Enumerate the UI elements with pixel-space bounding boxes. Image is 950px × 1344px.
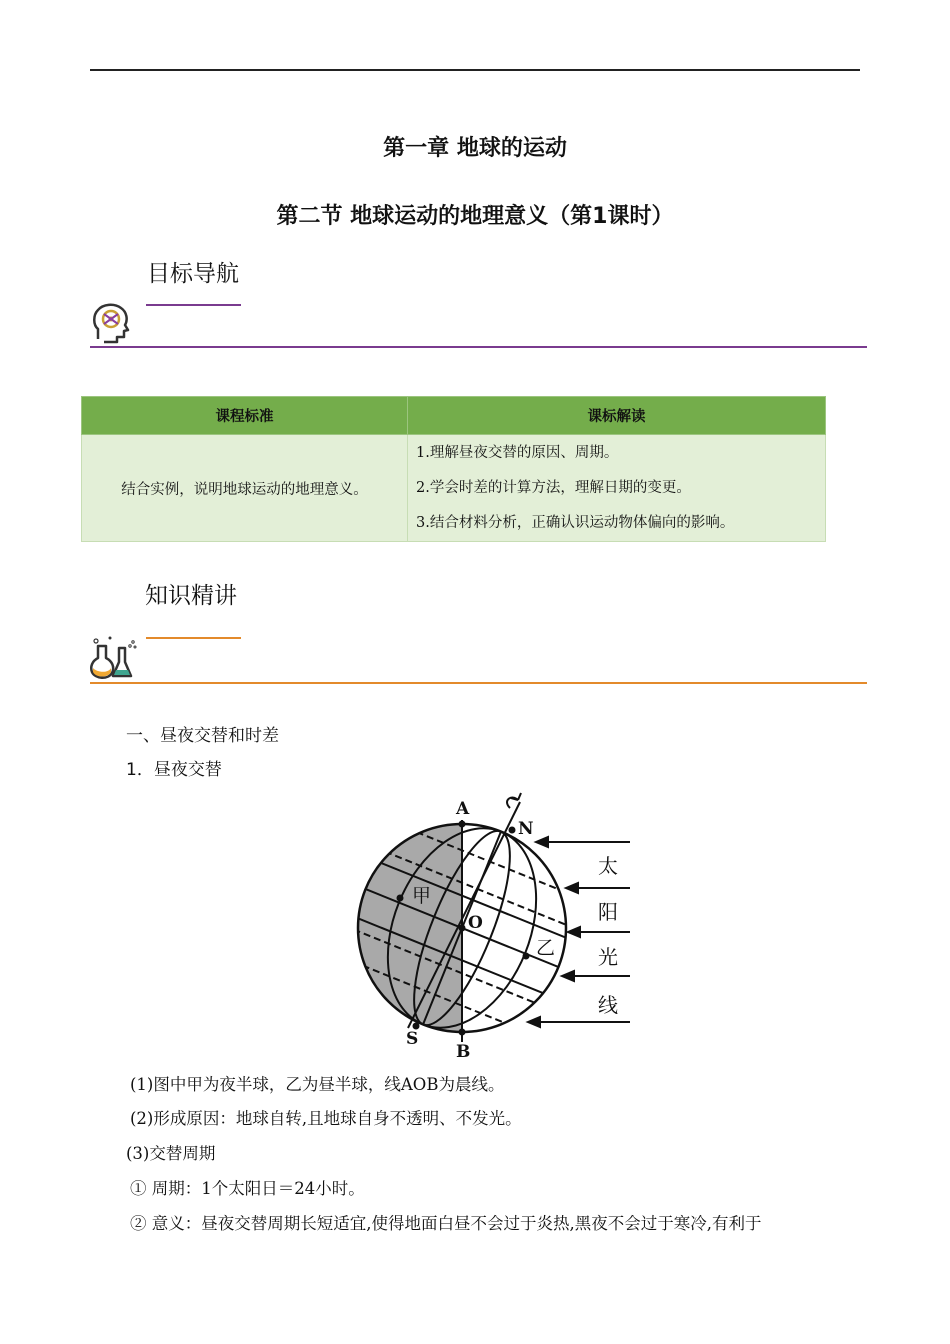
standard-cell: 结合实例，说明地球运动的地理意义。 xyxy=(82,435,408,542)
knowledge-section-rule xyxy=(90,682,867,684)
header-rule xyxy=(90,69,860,71)
paragraph: ① 周期：1个太阳日＝24小时。 xyxy=(130,1179,365,1198)
goal-title-underline xyxy=(146,304,241,306)
paragraph: (3)交替周期 xyxy=(126,1144,216,1163)
knowledge-title-underline xyxy=(146,637,241,639)
interpretation-item: 3.结合材料分析，正确认识运动物体偏向的影响。 xyxy=(416,514,735,531)
paragraph: (1)图中甲为夜半球，乙为昼半球，线AOB为晨线。 xyxy=(130,1075,505,1094)
chapter-title: 第一章 地球的运动 xyxy=(383,136,567,161)
sunlight-char: 线 xyxy=(598,993,618,1017)
table-header-interpretation: 课标解读 xyxy=(408,397,826,435)
sunlight-char: 光 xyxy=(598,945,618,969)
interpretation-item: 1.理解昼夜交替的原因、周期。 xyxy=(416,444,619,461)
label-a: A xyxy=(456,799,470,819)
day-night-globe-figure xyxy=(340,790,650,1065)
brain-head-icon xyxy=(90,299,136,345)
goal-section-title: 目标导航 xyxy=(147,261,239,287)
sunlight-char: 阳 xyxy=(598,900,618,924)
label-o: O xyxy=(468,913,483,933)
label-n: N xyxy=(518,819,534,839)
interpretation-item: 2.学会时差的计算方法，理解日期的变更。 xyxy=(416,479,691,496)
heading-day-night-timezone: 一、昼夜交替和时差 xyxy=(126,726,279,746)
heading-day-night-alternation: 1．昼夜交替 xyxy=(126,760,222,780)
table-header-standard: 课程标准 xyxy=(82,397,408,435)
sunlight-char: 太 xyxy=(598,854,618,878)
label-s: S xyxy=(406,1029,419,1049)
paragraph: (2)形成原因：地球自转,且地球自身不透明、不发光。 xyxy=(130,1109,522,1128)
interpretation-cell xyxy=(408,435,826,542)
label-jia: 甲 xyxy=(412,885,432,907)
section-title: 第二节 地球运动的地理意义（第1课时） xyxy=(276,204,674,229)
label-b: B xyxy=(456,1042,471,1062)
paragraph: ② 意义：昼夜交替周期长短适宜,使得地面白昼不会过于炎热,黑夜不会过于寒冷,有利于 xyxy=(130,1214,762,1233)
knowledge-section-title: 知识精讲 xyxy=(145,583,237,609)
label-yi: 乙 xyxy=(536,937,556,959)
goal-section-rule xyxy=(90,346,867,348)
standards-table xyxy=(81,396,826,542)
flask-icon xyxy=(88,634,138,682)
night-hemisphere xyxy=(358,824,462,1032)
